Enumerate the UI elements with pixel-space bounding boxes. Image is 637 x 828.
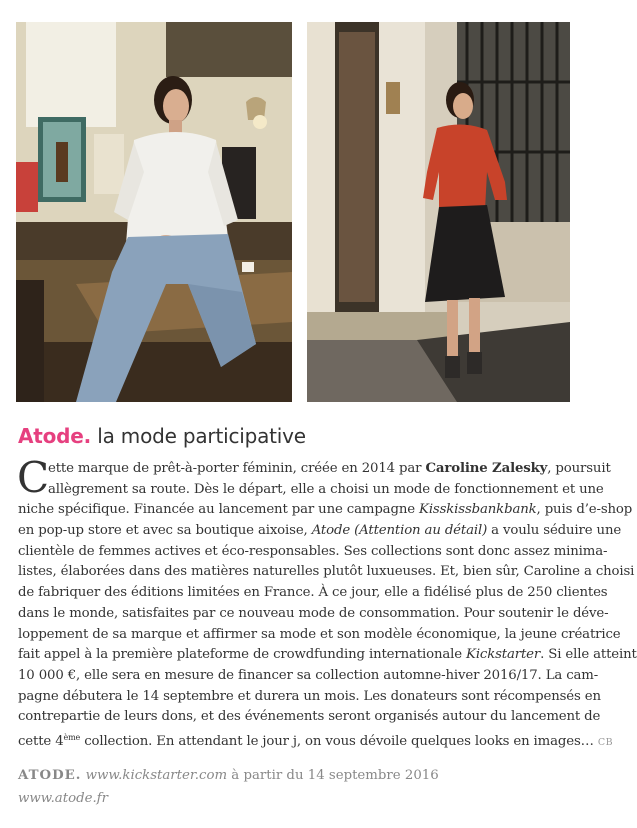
headline-brand: Atode. — [18, 424, 92, 448]
atode-website-link[interactable]: www.atode.fr — [18, 791, 108, 806]
article-line-1 — [18, 459, 611, 480]
article-line-1-c: , poursuit — [547, 461, 611, 476]
article-line-8: dans le monde, satisfaites par ce nouveau mode de consommation. Pour soutenir le déve- — [18, 605, 609, 621]
article-line-9: loppement de sa marque et affirmer sa mode et son modèle économique, la jeune créatrice — [18, 626, 621, 642]
author-initials: CB — [597, 736, 614, 748]
article-line-11: 10 000 €, elle sera en mesure de financer sa collection automne-hiver 2016/17. La cam- — [18, 667, 599, 683]
article-line-10-a: fait appel à la première plateforme de crowdfunding internationale — [18, 647, 467, 663]
article-line-12: pagne débutera le 14 septembre et durera un mois. Les donateurs sont récompensés en — [18, 688, 601, 704]
article-line-3-c: , puis d’e-shop — [536, 502, 633, 518]
article-line-6: listes, élaborées dans des matières naturelles plutôt luxueuses. Et, bien sûr, Caroline a choisi — [18, 564, 635, 580]
article-line-1-a: ette marque de prêt-à-porter féminin, créée en 2014 par — [48, 461, 426, 476]
article-author-name: Caroline Zalesky — [425, 461, 548, 476]
article-line-10-c: . Si elle atteint — [540, 647, 637, 663]
headline-tagline: la mode participative — [97, 424, 306, 448]
article-line-14 — [18, 728, 614, 749]
article-line-4 — [18, 521, 622, 542]
footer-brand: ATODE. — [18, 768, 82, 783]
street-photo-icon — [307, 22, 570, 402]
article-line-3-a: niche spécifique. Financée au lancement par une campagne — [18, 502, 420, 518]
article-line-14-b: collection. En attendant le jour j, on vous dévoile quelques looks en images… — [80, 733, 594, 749]
article-body — [17, 453, 637, 749]
article-line-13: contrepartie de leurs dons, et des événements seront organisés autour du lancement de — [18, 709, 601, 725]
article-kisskiss: Kisskissbankbank — [419, 502, 537, 518]
article-superscript: ème — [63, 732, 81, 742]
article-kickstarter: Kickstarter — [466, 647, 541, 663]
article-line-4-c: a voulu séduire une — [487, 523, 622, 539]
article-line-3 — [18, 500, 633, 521]
article-headline — [18, 424, 306, 448]
article-line-5: clientèle de femmes actives et éco-responsables. Ses collections sont donc assez minima- — [18, 543, 608, 559]
article-line-10 — [18, 645, 637, 666]
article-line-7: de fabriquer des éditions limitées en France. À ce jour, elle a fidélisé plus de 250 clientes — [18, 585, 608, 601]
article-line-4-a: en pop-up store et avec sa boutique aixoise, — [18, 523, 312, 539]
kickstarter-link[interactable]: www.kickstarter.com — [85, 768, 228, 783]
cafe-photo — [16, 22, 292, 402]
street-photo — [307, 22, 570, 402]
cafe-photo-icon — [16, 22, 292, 402]
drop-cap: C — [17, 453, 49, 502]
article-line-2: allègrement sa route. Dès le départ, elle a choisi un mode de fonctionnement et une — [48, 481, 604, 497]
article-line-14-a: cette 4 — [18, 733, 64, 749]
article-footer-info — [18, 767, 439, 785]
article-boutique-name: Atode (Attention au détail) — [311, 523, 488, 539]
footer-date: à partir du 14 septembre 2016 — [227, 768, 439, 783]
